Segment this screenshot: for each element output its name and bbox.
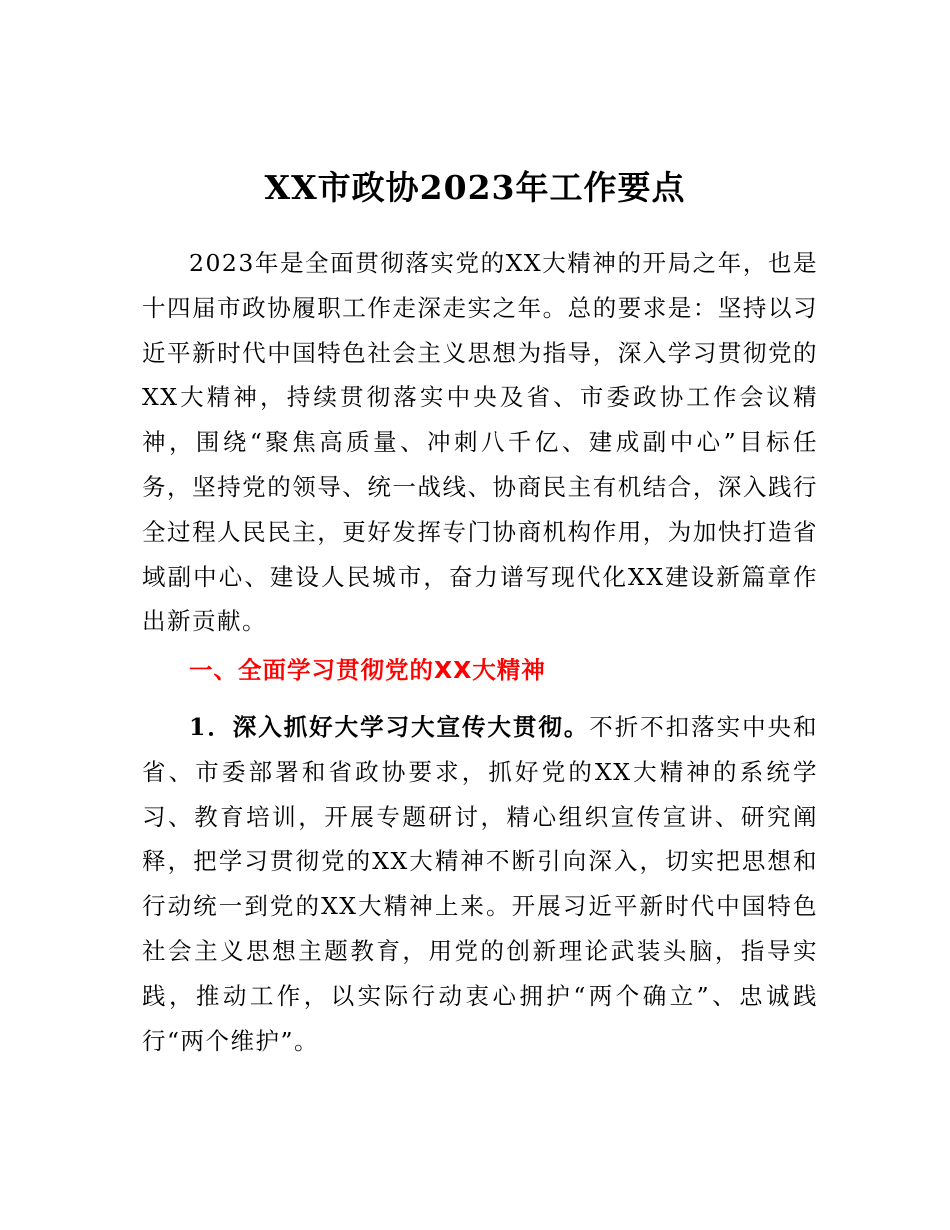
section-heading: 一、全面学习贯彻党的XX大精神 bbox=[189, 656, 546, 684]
document-title: XX市政协2023年工作要点 bbox=[264, 168, 686, 207]
intro-paragraph: 2023年是全面贯彻落实党的XX大精神的开局之年，也是十四届市政协履职工作走深走实之年。总的要求是：坚持以习近平新时代中国特色社会主义思想为指导，深入学习贯彻党的XX大精神，持续贯彻落实中央及省、市委政协工作会议精神，围绕“聚焦高质量、冲刺八千亿、建成副中心”目标任务，坚持党的领导、统一战线、协商民主有机结合，深入践行全过程人民民主，更好发挥专门协商机构作用，为加快打造省域副中心、建设人民城市，奋力谱写现代化XX建设新篇章作出新贡献。 bbox=[142, 249, 818, 636]
item-body: 不折不扣落实中央和省、市委部署和省政协要求，抓好党的XX大精神的系统学习、教育培训，开展专题研讨，精心组织宣传宣讲、研究阐释，把学习贯彻党的XX大精神不断引向深入，切实把思想和行动统一到党的XX大精神上来。开展习近平新时代中国特色社会主义思想主题教育，用党的创新理论武装头脑，指导实践，推动工作，以实际行动衷心拥护“两个确立”、忠诚践行“两个维护”。 bbox=[142, 713, 818, 1055]
item-lead: 1．深入抓好大学习大宣传大贯彻。 bbox=[189, 713, 590, 741]
item-paragraph bbox=[142, 705, 818, 1063]
